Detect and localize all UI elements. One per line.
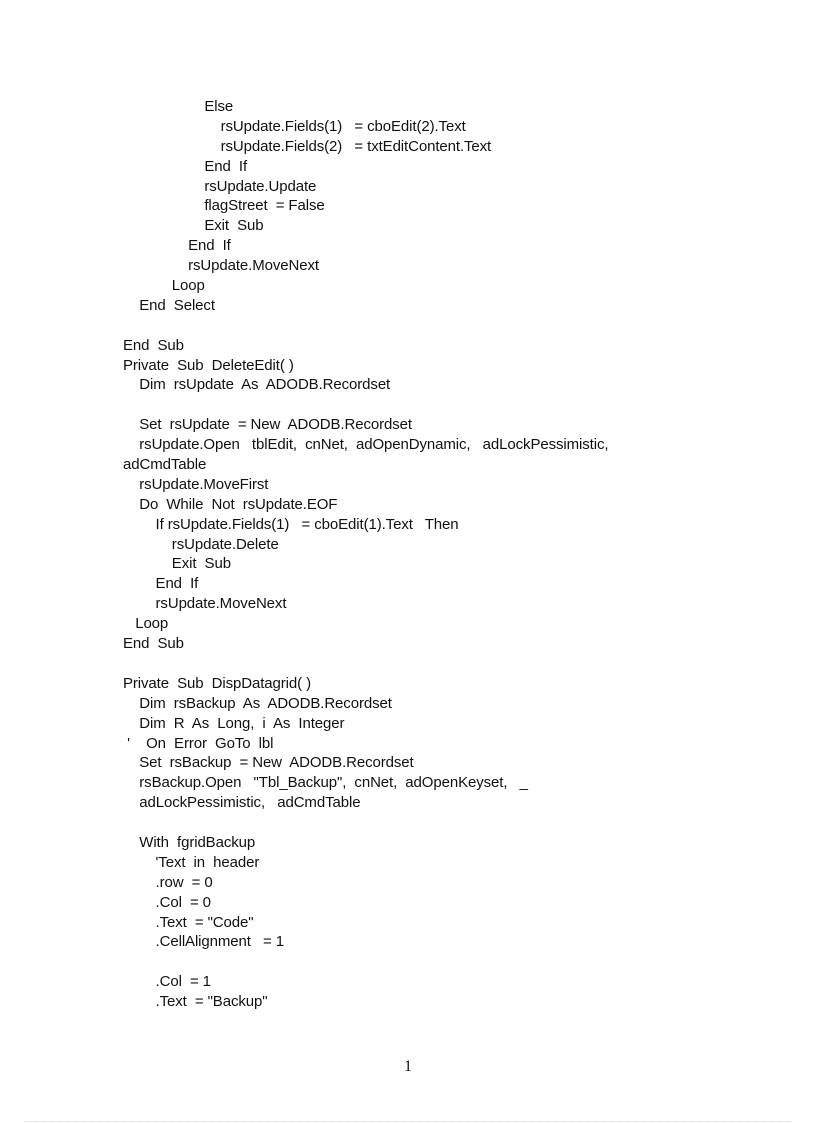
code-line: End If xyxy=(123,157,248,175)
code-line: .Col = 0 xyxy=(123,893,211,911)
code-line: rsUpdate.MoveNext xyxy=(123,595,287,613)
code-line xyxy=(123,952,723,972)
code-line: .Text = "Backup" xyxy=(123,993,268,1011)
code-line: 'Text in header xyxy=(123,853,260,871)
code-line: With fgridBackup xyxy=(123,833,256,851)
code-line: End If xyxy=(123,237,231,255)
code-line: rsUpdate.Fields(2) = txtEditContent.Text xyxy=(123,137,492,155)
code-line: Loop xyxy=(123,277,205,295)
code-line: rsUpdate.MoveNext xyxy=(123,257,319,275)
code-line: adLockPessimistic, adCmdTable xyxy=(123,794,361,812)
page-number: 1 xyxy=(404,1058,412,1075)
code-block xyxy=(123,97,723,1012)
code-line: If rsUpdate.Fields(1) = cboEdit(1).Text Then xyxy=(123,515,459,533)
code-line: .row = 0 xyxy=(123,873,213,891)
code-line xyxy=(123,316,723,336)
code-line xyxy=(123,813,723,833)
code-line: Else xyxy=(123,98,234,115)
code-line: ' On Error GoTo lbl xyxy=(123,734,274,752)
code-line: Set rsBackup = New ADODB.Recordset xyxy=(123,754,414,772)
code-line: rsUpdate.MoveFirst xyxy=(123,475,269,493)
code-line: Exit Sub xyxy=(123,555,231,573)
code-line: Private Sub DispDatagrid( ) xyxy=(123,674,312,692)
code-line: Do While Not rsUpdate.EOF xyxy=(123,495,338,513)
code-line: Dim rsUpdate As ADODB.Recordset xyxy=(123,376,391,394)
code-line: Exit Sub xyxy=(123,217,264,235)
code-line: Dim R As Long, i As Integer xyxy=(123,714,345,732)
code-line: .Col = 1 xyxy=(123,973,211,991)
code-line: rsUpdate.Fields(1) = cboEdit(2).Text xyxy=(123,117,466,135)
code-line: flagStreet = False xyxy=(123,197,325,215)
code-line: .CellAlignment = 1 xyxy=(123,933,285,951)
code-line: rsUpdate.Delete xyxy=(123,535,279,553)
code-line: .Text = "Code" xyxy=(123,913,254,931)
code-line: rsUpdate.Open tblEdit, cnNet, adOpenDynamic, adLockPessimistic, xyxy=(123,436,609,454)
code-line: Private Sub DeleteEdit( ) xyxy=(123,356,294,374)
code-line xyxy=(123,654,723,674)
code-line: End Select xyxy=(123,296,215,314)
code-line: rsUpdate.Update xyxy=(123,177,317,195)
code-line: End Sub xyxy=(123,336,184,354)
code-line: Set rsUpdate = New ADODB.Recordset xyxy=(123,416,412,434)
code-line: adCmdTable xyxy=(123,456,207,474)
code-line: rsBackup.Open "Tbl_Backup", cnNet, adOpenKeyset, _ xyxy=(123,774,528,792)
code-line xyxy=(123,395,723,415)
code-line: Loop xyxy=(123,615,169,633)
code-line: End If xyxy=(123,575,199,593)
page-bottom-edge xyxy=(24,1121,792,1122)
code-line: End Sub xyxy=(123,635,184,653)
code-line: Dim rsBackup As ADODB.Recordset xyxy=(123,694,392,712)
